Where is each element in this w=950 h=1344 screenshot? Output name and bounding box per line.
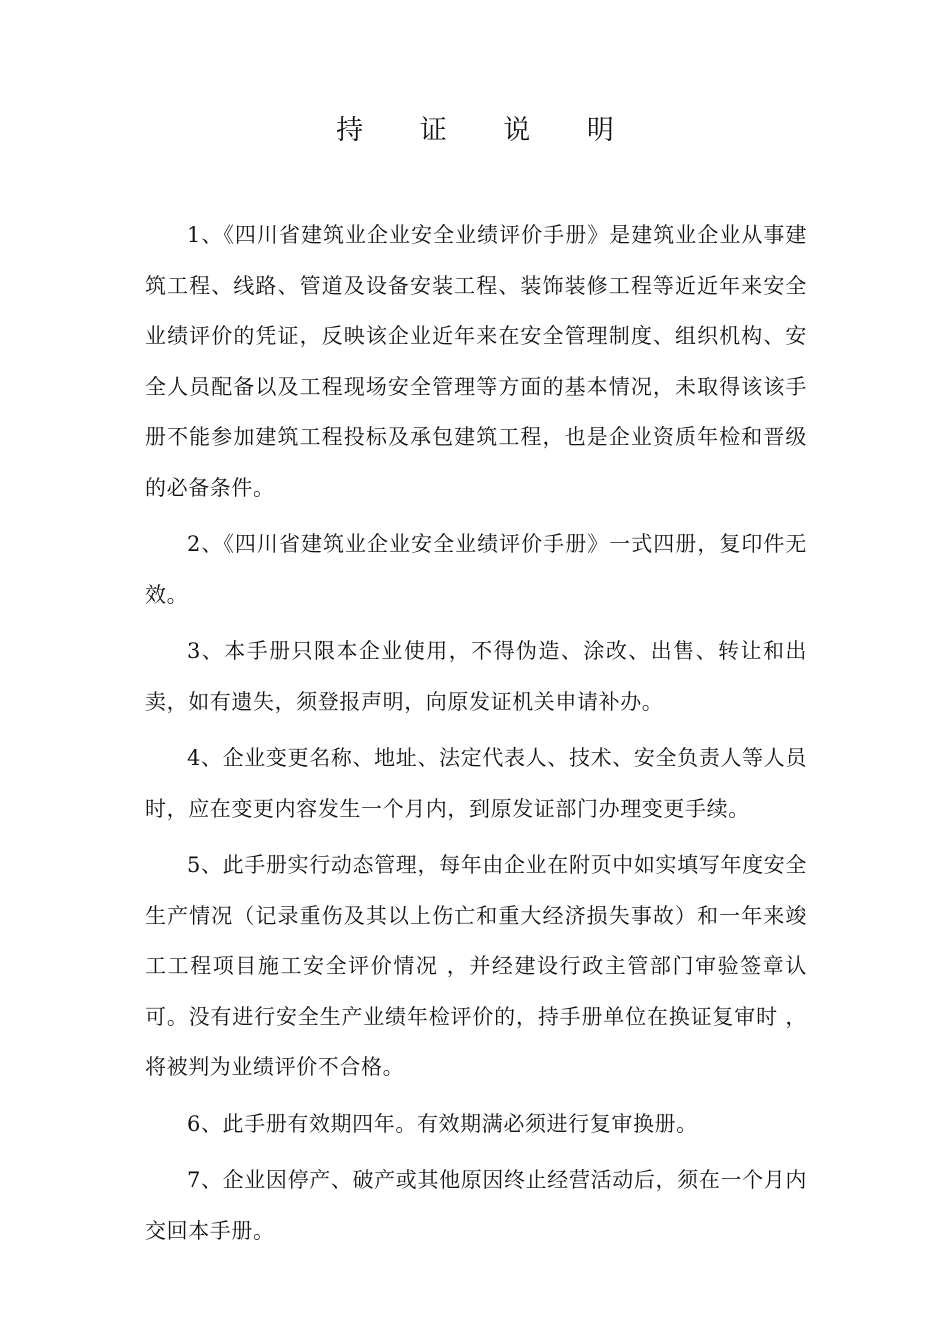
- paragraph-3: 3、本手册只限本企业使用，不得伪造、涂改、出售、转让和出卖，如有遗失，须登报声明，向原发证机关申请补办。: [145, 639, 807, 714]
- paragraph-5: 5、此手册实行动态管理，每年由企业在附页中如实填写年度安全生产情况（记录重伤及其以上伤亡和重大经济损失事故）和一年来竣工工程项目施工安全评价情况 ，并经建设行政主管部门审验签章认可。没有进行安全生产业绩年检评价的，持手册单位在换证复审时 ，将被判为业绩评价不合格。: [145, 853, 807, 1079]
- paragraph-6: 6、此手册有效期四年。有效期满必须进行复审换册。: [187, 1111, 698, 1136]
- paragraph-1: 1、《四川省建筑业企业安全业绩评价手册》是建筑业企业从事建筑工程、线路、管道及设备安装工程、装饰装修工程等近近年来安全业绩评价的凭证，反映该企业近年来在安全管理制度、组织机构、安全人员配备以及工程现场安全管理等方面的基本情况，未取得该该手册不能参加建筑工程投标及承包建筑工程，也是企业资质年检和晋级的必备条件。: [145, 223, 807, 500]
- paragraph-2: 2、《四川省建筑业企业安全业绩评价手册》一式四册，复印件无效。: [145, 532, 807, 607]
- paragraph-7: 7、企业因停产、破产或其他原因终止经营活动后，须在一个月内交回本手册。: [145, 1168, 807, 1243]
- document-body: [145, 210, 807, 1262]
- document-title: 持 证 说 明: [336, 115, 638, 146]
- paragraph-4: 4、企业变更名称、地址、法定代表人、技术、安全负责人等人员时，应在变更内容发生一个月内，到原发证部门办理变更手续。: [145, 746, 807, 821]
